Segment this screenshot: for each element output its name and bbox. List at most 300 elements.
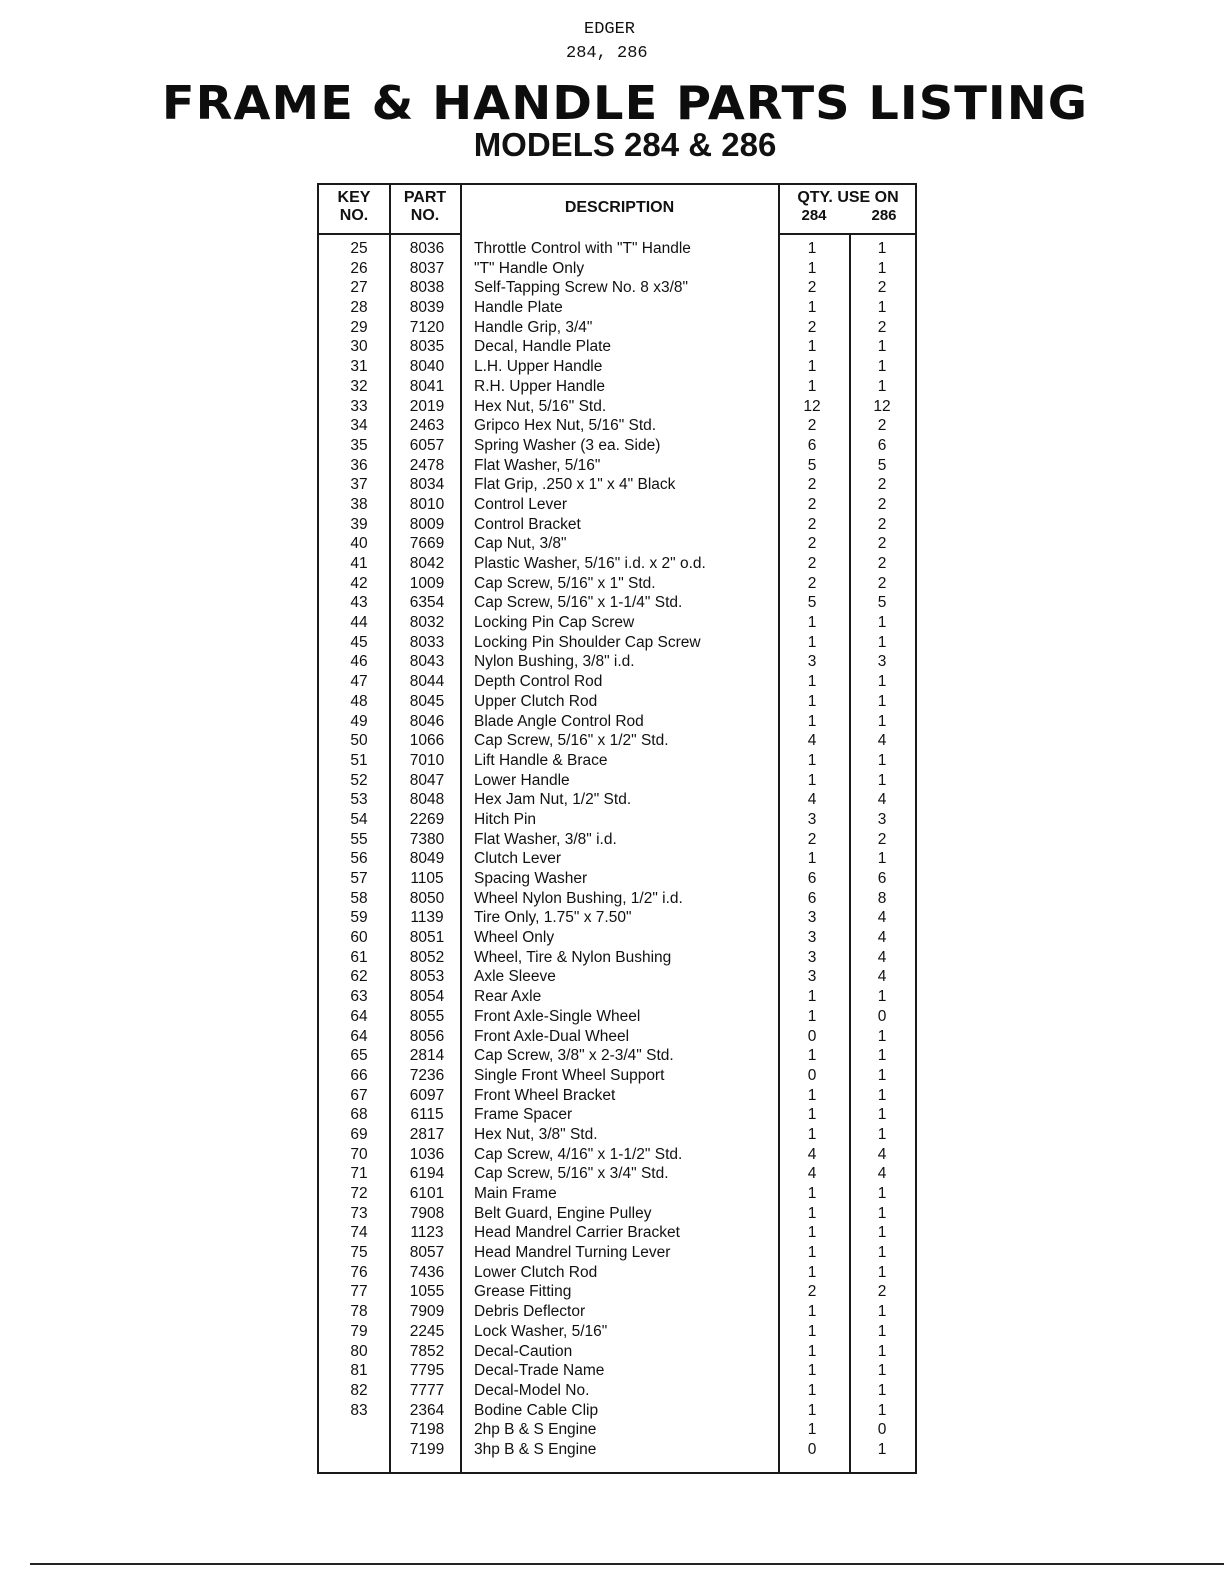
part-no-cell: 1105 <box>410 870 444 887</box>
table-row <box>319 436 915 456</box>
key-no-cell: 79 <box>350 1322 368 1340</box>
qty-284-cell: 1 <box>807 1401 817 1419</box>
key-no-cell: 30 <box>350 338 368 356</box>
qty-286-cell: 1 <box>877 1027 887 1045</box>
description-cell: Front Wheel Bracket <box>474 1086 616 1104</box>
qty-286-cell: 2 <box>877 1283 887 1301</box>
qty-286-cell: 0 <box>877 1007 887 1025</box>
description-cell: Decal-Trade Name <box>474 1362 605 1380</box>
description-cell: Cap Screw, 5/16" x 1-1/4" Std. <box>474 594 683 612</box>
table-row <box>319 810 915 830</box>
table-row <box>319 239 915 259</box>
part-no-cell: 2817 <box>409 1125 445 1143</box>
key-no-cell: 61 <box>350 948 368 966</box>
description-cell: L.H. Upper Handle <box>474 358 603 376</box>
header-key-line2: NO. <box>339 207 369 224</box>
page-bottom-rule <box>30 1563 1224 1565</box>
part-no-cell: 8036 <box>409 240 445 257</box>
qty-286-cell: 2 <box>877 555 887 572</box>
key-no-cell: 41 <box>350 555 368 572</box>
part-no-cell: 6057 <box>409 436 445 454</box>
qty-286-cell: 4 <box>877 791 887 809</box>
part-no-cell: 6194 <box>409 1165 445 1183</box>
key-no-cell: 34 <box>350 417 368 435</box>
header-part-no <box>390 189 460 225</box>
qty-286-cell: 1 <box>877 1185 887 1202</box>
header-models-small: 284, 286 <box>566 44 648 63</box>
description-cell: Wheel Nylon Bushing, 1/2" i.d. <box>474 889 683 907</box>
description-cell: Frame Spacer <box>474 1106 573 1124</box>
qty-286-cell: 1 <box>877 338 887 356</box>
description-cell: Tire Only, 1.75" x 7.50" <box>474 909 632 927</box>
qty-284-cell: 2 <box>807 535 817 553</box>
table-row <box>319 830 915 850</box>
description-cell: Lower Handle <box>474 771 570 789</box>
table-row <box>319 1164 915 1184</box>
key-no-cell: 54 <box>350 810 368 828</box>
key-no-cell: 57 <box>350 870 368 887</box>
part-no-cell: 6101 <box>409 1185 445 1202</box>
part-no-cell: 7852 <box>409 1342 445 1360</box>
qty-284-cell: 1 <box>807 259 817 277</box>
description-cell: Handle Plate <box>474 299 563 317</box>
description-cell: Grease Fitting <box>474 1283 572 1301</box>
description-cell: Control Bracket <box>474 515 581 533</box>
part-no-cell: 8035 <box>409 338 445 356</box>
qty-286-cell: 4 <box>877 929 887 947</box>
part-no-cell: 6115 <box>410 1106 444 1124</box>
table-row <box>319 928 915 948</box>
part-no-cell: 7010 <box>409 751 445 769</box>
key-no-cell: 71 <box>350 1165 368 1183</box>
qty-286-cell: 4 <box>877 1165 887 1183</box>
part-no-cell: 2814 <box>409 1047 445 1065</box>
table-row <box>319 849 915 869</box>
header-part-line2: NO. <box>410 207 440 224</box>
table-row <box>319 456 915 476</box>
key-no-cell: 56 <box>350 850 368 868</box>
part-no-cell: 8041 <box>409 377 445 395</box>
table-row <box>319 397 915 417</box>
key-no-cell: 46 <box>350 653 368 671</box>
key-no-cell: 67 <box>350 1086 368 1104</box>
key-no-cell: 45 <box>350 633 368 651</box>
description-cell: Hex Nut, 3/8" Std. <box>474 1125 598 1143</box>
qty-286-cell: 1 <box>877 988 887 1006</box>
qty-286-cell: 1 <box>877 1106 887 1124</box>
table-row <box>319 1401 915 1421</box>
description-cell: 3hp B & S Engine <box>474 1440 597 1458</box>
key-no-cell: 63 <box>350 988 368 1006</box>
part-no-cell: 8033 <box>409 633 445 651</box>
part-no-cell: 8045 <box>409 692 445 710</box>
qty-284-cell: 6 <box>807 436 817 454</box>
qty-286-cell: 2 <box>877 318 887 336</box>
key-no-cell: 33 <box>350 397 368 415</box>
qty-284-cell: 1 <box>807 1106 817 1124</box>
description-cell: Hex Nut, 5/16" Std. <box>474 397 607 415</box>
key-no-cell: 51 <box>350 751 368 769</box>
key-no-cell: 26 <box>350 259 368 277</box>
key-no-cell: 64 <box>350 1027 368 1045</box>
qty-284-cell: 6 <box>807 889 817 907</box>
part-no-cell: 8038 <box>409 279 445 297</box>
part-no-cell: 2463 <box>409 417 445 435</box>
description-cell: Upper Clutch Rod <box>474 692 598 710</box>
description-cell: Head Mandrel Turning Lever <box>474 1244 671 1262</box>
part-no-cell: 8032 <box>409 614 445 632</box>
description-cell: Lower Clutch Rod <box>474 1263 598 1281</box>
table-row <box>319 1105 915 1125</box>
header-qty-286: 286 <box>871 207 897 224</box>
part-no-cell: 2245 <box>409 1322 445 1340</box>
qty-286-cell: 1 <box>877 1244 887 1262</box>
part-no-cell: 6354 <box>409 594 445 612</box>
description-cell: Rear Axle <box>474 988 542 1006</box>
key-no-cell: 70 <box>350 1145 368 1163</box>
key-no-cell: 66 <box>350 1066 368 1084</box>
description-cell: Axle Sleeve <box>474 968 556 986</box>
qty-284-cell: 0 <box>807 1066 817 1084</box>
qty-284-cell: 2 <box>807 574 817 592</box>
table-row <box>319 1066 915 1086</box>
qty-286-cell: 1 <box>877 1303 887 1321</box>
table-row <box>319 869 915 889</box>
description-cell: Control Lever <box>474 495 568 513</box>
table-row <box>319 731 915 751</box>
part-no-cell: 2478 <box>409 456 445 474</box>
table-row <box>319 337 915 357</box>
part-no-cell: 8048 <box>409 791 445 809</box>
key-no-cell: 72 <box>350 1185 368 1202</box>
key-no-cell: 52 <box>350 771 368 789</box>
qty-286-cell: 2 <box>877 279 887 297</box>
qty-286-cell: 1 <box>877 358 887 376</box>
table-row <box>319 278 915 298</box>
description-cell: Hex Jam Nut, 1/2" Std. <box>474 791 632 809</box>
qty-284-cell: 1 <box>807 338 817 356</box>
part-no-cell: 6097 <box>409 1086 445 1104</box>
qty-284-cell: 1 <box>807 1381 817 1399</box>
table-row <box>319 318 915 338</box>
qty-286-cell: 1 <box>877 377 887 395</box>
part-no-cell: 7198 <box>409 1421 445 1439</box>
qty-286-cell: 6 <box>877 436 887 454</box>
qty-284-cell: 1 <box>807 1007 817 1025</box>
description-cell: Cap Screw, 4/16" x 1-1/2" Std. <box>474 1145 683 1163</box>
table-row <box>319 1145 915 1165</box>
qty-286-cell: 12 <box>873 397 891 415</box>
key-no-cell: 82 <box>350 1381 368 1399</box>
description-cell: Handle Grip, 3/4" <box>474 318 593 336</box>
description-cell: Self-Tapping Screw No. 8 x3/8" <box>474 279 688 297</box>
table-row <box>319 1046 915 1066</box>
qty-284-cell: 3 <box>807 909 817 927</box>
part-no-cell: 1066 <box>409 732 445 750</box>
qty-286-cell: 1 <box>877 1342 887 1360</box>
qty-284-cell: 3 <box>807 948 817 966</box>
description-cell: Plastic Washer, 5/16" i.d. x 2" o.d. <box>474 555 706 572</box>
qty-284-cell: 1 <box>807 1263 817 1281</box>
qty-284-cell: 1 <box>807 673 817 691</box>
key-no-cell: 35 <box>350 436 368 454</box>
description-cell: Wheel, Tire & Nylon Bushing <box>474 948 672 966</box>
part-no-cell: 8050 <box>409 889 445 907</box>
key-no-cell: 36 <box>350 456 368 474</box>
part-no-cell: 8047 <box>409 771 445 789</box>
part-no-cell: 7908 <box>409 1204 445 1222</box>
qty-284-cell: 3 <box>807 968 817 986</box>
qty-284-cell: 1 <box>807 1421 817 1439</box>
key-no-cell: 58 <box>350 889 368 907</box>
qty-284-cell: 5 <box>807 456 817 474</box>
qty-284-cell: 1 <box>807 240 817 257</box>
description-cell: Decal, Handle Plate <box>474 338 611 356</box>
table-row <box>319 416 915 436</box>
table-row <box>319 1184 915 1204</box>
qty-286-cell: 1 <box>877 712 887 730</box>
key-no-cell: 62 <box>350 968 368 986</box>
table-row <box>319 1263 915 1283</box>
table-row <box>319 357 915 377</box>
key-no-cell: 75 <box>350 1244 368 1262</box>
qty-284-cell: 2 <box>807 318 817 336</box>
part-no-cell: 7795 <box>409 1362 445 1380</box>
table-row <box>319 1086 915 1106</box>
qty-286-cell: 4 <box>877 1145 887 1163</box>
qty-286-cell: 0 <box>877 1421 887 1439</box>
qty-284-cell: 1 <box>807 751 817 769</box>
description-cell: Throttle Control with "T" Handle <box>474 240 691 257</box>
key-no-cell: 32 <box>350 377 368 395</box>
part-no-cell: 8043 <box>409 653 445 671</box>
qty-284-cell: 12 <box>803 397 821 415</box>
part-no-cell: 8037 <box>409 259 445 277</box>
key-no-cell: 68 <box>350 1106 368 1124</box>
key-no-cell: 42 <box>350 574 368 592</box>
qty-284-cell: 1 <box>807 377 817 395</box>
qty-284-cell: 1 <box>807 1086 817 1104</box>
description-cell: Flat Washer, 5/16" <box>474 456 601 474</box>
table-row <box>319 672 915 692</box>
key-no-cell: 38 <box>350 495 368 513</box>
description-cell: Cap Screw, 5/16" x 1" Std. <box>474 574 656 592</box>
key-no-cell: 29 <box>350 318 368 336</box>
qty-286-cell: 1 <box>877 633 887 651</box>
qty-284-cell: 3 <box>807 653 817 671</box>
qty-284-cell: 1 <box>807 850 817 868</box>
header-qty-models <box>779 207 917 225</box>
table-row <box>319 967 915 987</box>
qty-284-cell: 2 <box>807 830 817 848</box>
parts-table <box>317 183 917 1474</box>
key-no-cell: 39 <box>350 515 368 533</box>
table-row <box>319 1302 915 1322</box>
qty-284-cell: 2 <box>807 476 817 494</box>
table-row <box>319 1007 915 1027</box>
page-title: FRAME & HANDLE PARTS LISTING <box>161 76 1089 130</box>
part-no-cell: 2019 <box>409 397 445 415</box>
qty-284-cell: 3 <box>807 810 817 828</box>
table-row <box>319 652 915 672</box>
table-body <box>319 239 915 1460</box>
header-description: DESCRIPTION <box>564 199 675 216</box>
table-row <box>319 1420 915 1440</box>
header-divider <box>778 233 915 235</box>
qty-284-cell: 1 <box>807 1125 817 1143</box>
description-cell: Debris Deflector <box>474 1303 586 1321</box>
table-row <box>319 475 915 495</box>
header-edger-label: EDGER <box>584 20 636 39</box>
table-row <box>319 613 915 633</box>
qty-284-cell: 2 <box>807 1283 817 1301</box>
table-row <box>319 771 915 791</box>
qty-286-cell: 1 <box>877 1263 887 1281</box>
part-no-cell: 8056 <box>409 1027 445 1045</box>
table-row <box>319 259 915 279</box>
qty-286-cell: 2 <box>877 515 887 533</box>
qty-286-cell: 1 <box>877 673 887 691</box>
table-row <box>319 790 915 810</box>
header-key-line1: KEY <box>337 189 371 206</box>
qty-284-cell: 1 <box>807 988 817 1006</box>
part-no-cell: 7380 <box>409 830 445 848</box>
key-no-cell: 43 <box>350 594 368 612</box>
table-row <box>319 1282 915 1302</box>
description-cell: "T" Handle Only <box>474 259 585 277</box>
qty-284-cell: 2 <box>807 417 817 435</box>
part-no-cell: 8010 <box>409 495 445 513</box>
qty-284-cell: 2 <box>807 515 817 533</box>
part-no-cell: 8046 <box>409 712 445 730</box>
qty-286-cell: 1 <box>877 692 887 710</box>
page-subtitle: MODELS 284 & 286 <box>473 126 777 163</box>
key-no-cell: 60 <box>350 929 368 947</box>
part-no-cell: 8042 <box>409 555 445 572</box>
part-no-cell: 1009 <box>409 574 445 592</box>
qty-286-cell: 3 <box>877 653 887 671</box>
table-row <box>319 377 915 397</box>
key-no-cell: 37 <box>350 476 368 494</box>
key-no-cell: 40 <box>350 535 368 553</box>
part-no-cell: 7199 <box>409 1440 445 1458</box>
qty-284-cell: 4 <box>807 1145 817 1163</box>
qty-284-cell: 0 <box>807 1027 817 1045</box>
description-cell: Decal-Caution <box>474 1342 573 1360</box>
description-cell: Front Axle-Single Wheel <box>474 1007 641 1025</box>
header-key-no <box>319 189 389 225</box>
part-no-cell: 8049 <box>409 850 445 868</box>
qty-284-cell: 1 <box>807 299 817 317</box>
part-no-cell: 8009 <box>409 515 445 533</box>
table-row <box>319 298 915 318</box>
qty-286-cell: 1 <box>877 1381 887 1399</box>
qty-286-cell: 1 <box>877 751 887 769</box>
qty-286-cell: 2 <box>877 495 887 513</box>
description-cell: Spacing Washer <box>474 870 588 887</box>
qty-286-cell: 5 <box>877 594 887 612</box>
part-no-cell: 2269 <box>409 810 445 828</box>
part-no-cell: 7909 <box>409 1303 445 1321</box>
part-no-cell: 8052 <box>409 948 445 966</box>
qty-284-cell: 5 <box>807 594 817 612</box>
description-cell: Lift Handle & Brace <box>474 751 608 769</box>
key-no-cell: 64 <box>350 1007 368 1025</box>
qty-284-cell: 2 <box>807 279 817 297</box>
key-no-cell: 81 <box>350 1362 368 1380</box>
table-row <box>319 534 915 554</box>
qty-286-cell: 1 <box>877 259 887 277</box>
key-no-cell: 78 <box>350 1303 368 1321</box>
qty-286-cell: 3 <box>877 810 887 828</box>
table-row <box>319 574 915 594</box>
key-no-cell: 27 <box>350 279 368 297</box>
key-no-cell: 55 <box>350 830 368 848</box>
part-no-cell: 1139 <box>410 909 444 927</box>
qty-286-cell: 1 <box>877 1362 887 1380</box>
description-cell: Nylon Bushing, 3/8" i.d. <box>474 653 635 671</box>
table-row <box>319 948 915 968</box>
qty-286-cell: 8 <box>877 889 887 907</box>
key-no-cell: 31 <box>350 358 368 376</box>
part-no-cell: 8044 <box>409 673 445 691</box>
description-cell: Lock Washer, 5/16" <box>474 1322 608 1340</box>
table-row <box>319 889 915 909</box>
qty-286-cell: 2 <box>877 830 887 848</box>
key-no-cell: 80 <box>350 1342 368 1360</box>
qty-284-cell: 1 <box>807 1322 817 1340</box>
description-cell: Blade Angle Control Rod <box>474 712 644 730</box>
qty-286-cell: 1 <box>877 614 887 632</box>
table-row <box>319 692 915 712</box>
table-row <box>319 712 915 732</box>
description-cell: Decal-Model No. <box>474 1381 590 1399</box>
key-no-cell: 50 <box>350 732 368 750</box>
qty-284-cell: 4 <box>807 1165 817 1183</box>
qty-286-cell: 1 <box>877 1086 887 1104</box>
qty-284-cell: 1 <box>807 712 817 730</box>
table-row <box>319 908 915 928</box>
key-no-cell: 74 <box>350 1224 368 1242</box>
qty-284-cell: 3 <box>807 929 817 947</box>
key-no-cell: 47 <box>350 673 368 691</box>
key-no-cell: 83 <box>350 1401 368 1419</box>
qty-286-cell: 1 <box>877 1125 887 1143</box>
qty-286-cell: 4 <box>877 909 887 927</box>
description-cell: Head Mandrel Carrier Bracket <box>474 1224 680 1242</box>
description-cell: Flat Washer, 3/8" i.d. <box>474 830 617 848</box>
qty-284-cell: 4 <box>807 732 817 750</box>
key-no-cell: 28 <box>350 299 368 317</box>
description-cell: Cap Screw, 3/8" x 2-3/4" Std. <box>474 1047 674 1065</box>
key-no-cell: 53 <box>350 791 368 809</box>
description-cell: Single Front Wheel Support <box>474 1066 665 1084</box>
part-no-cell: 7669 <box>409 535 445 553</box>
part-no-cell: 7120 <box>409 318 445 336</box>
description-cell: Flat Grip, .250 x 1" x 4" Black <box>474 476 676 494</box>
description-cell: 2hp B & S Engine <box>474 1421 597 1439</box>
qty-286-cell: 2 <box>877 417 887 435</box>
key-no-cell: 73 <box>350 1204 368 1222</box>
qty-284-cell: 1 <box>807 1362 817 1380</box>
qty-284-cell: 1 <box>807 771 817 789</box>
key-no-cell: 69 <box>350 1125 368 1143</box>
qty-286-cell: 2 <box>877 535 887 553</box>
table-row <box>319 554 915 574</box>
header-part-line1: PART <box>403 189 447 206</box>
description-cell: Cap Screw, 5/16" x 1/2" Std. <box>474 732 669 750</box>
description-cell: Locking Pin Shoulder Cap Screw <box>474 633 701 651</box>
